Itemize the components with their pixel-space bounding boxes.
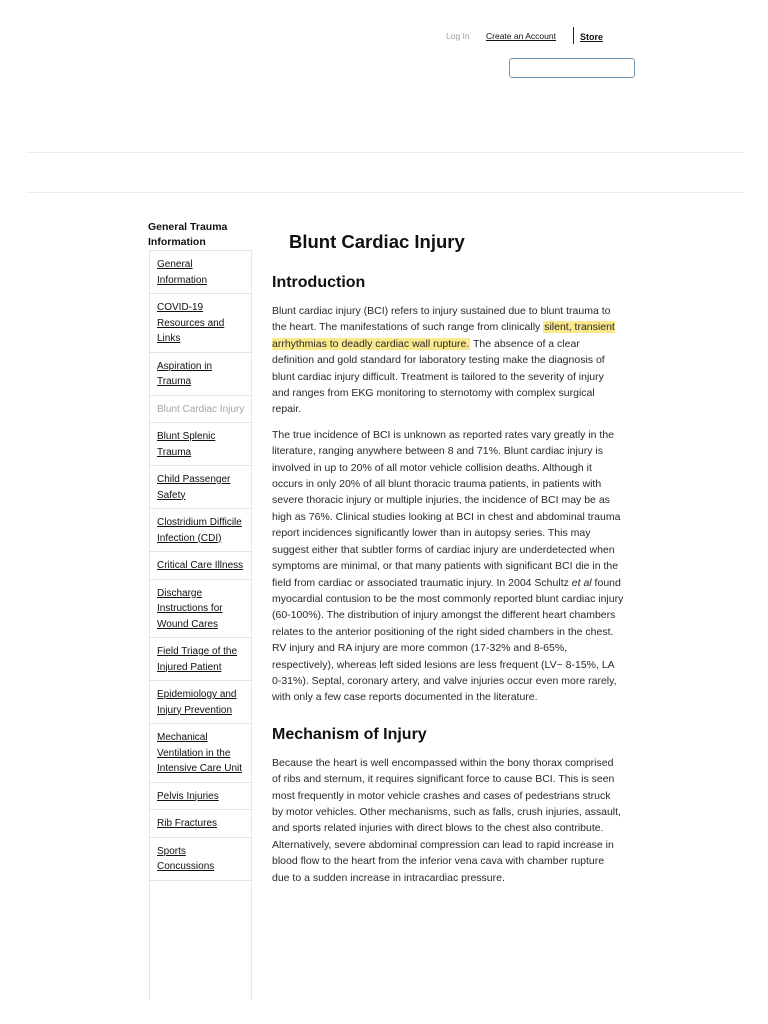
sidebar-item-aspiration (150, 352, 251, 396)
sidebar-title: General Trauma Information (148, 221, 228, 248)
section-heading-mechanism: Mechanism of Injury (272, 725, 427, 743)
sidebar-item-child-passenger-safety (150, 465, 251, 509)
nav-divider (573, 27, 574, 44)
sidebar-item-sports-concussions (150, 837, 251, 881)
header-divider (26, 152, 744, 153)
mechanism-paragraph-1: Because the heart is well encompassed within the bony thorax comprised of ribs and sternum, it requires significant force to cause BCI. This is seen most frequently in motor vehicle crashes and cases of pedestrians struck by motor vehicles. Other mechanisms, such as falls, crush injuries, assault, and sports related injuries with direct blows to the chest also contribute. Alternatively, severe abdominal compression can lead to rapid increase in blood flow to the heart from the inferior vena cava with chamber rupture due to a sudden increase in intracardiac pressure. (272, 756, 621, 884)
sidebar-link[interactable]: Field Triage of the Injured Patient (157, 646, 238, 673)
sidebar-item-critical-care-illness (150, 551, 251, 580)
sidebar-item-epidemiology (150, 680, 251, 724)
sidebar-link[interactable]: Pelvis Injuries (157, 790, 219, 802)
highlighted-text: silent, transient arrhythmias to deadly cardiac wall rupture. (272, 321, 615, 350)
sidebar-item-rib-fractures (150, 809, 251, 838)
header-divider-lower (26, 192, 744, 193)
store-link[interactable]: Store (580, 32, 604, 42)
sidebar-item-covid-19 (150, 293, 251, 353)
intro-paragraph-1 (272, 303, 624, 418)
sidebar-link-current[interactable]: Blunt Cardiac Injury (157, 403, 245, 415)
text-run: Blunt cardiac injury (BCI) refers to injury sustained due to blunt trauma to the heart. The manifestations of such range from clinically (272, 305, 611, 334)
sidebar-item-pelvis-injuries (150, 782, 251, 811)
sidebar-link[interactable]: General Information (157, 259, 208, 286)
create-account-link[interactable]: Create an Account (486, 31, 556, 41)
intro-paragraph-2 (272, 427, 624, 706)
text-run: The absence of a clear definition and gold standard for laboratory testing make the diagnosis of blunt cardiac injury difficult. Treatment is tailored to the severity of injury and ranges from EKG monitoring to sternotomy with complex surgical repair. (272, 337, 605, 416)
page-title: Blunt Cardiac Injury (289, 231, 465, 252)
top-navigation (0, 26, 768, 50)
sidebar-item-general-information (150, 250, 251, 294)
login-link[interactable]: Log In (446, 31, 470, 41)
search-input[interactable] (509, 58, 635, 78)
sidebar-link[interactable]: Rib Fractures (157, 818, 218, 829)
sidebar-nav (149, 250, 252, 1000)
sidebar-item-discharge-instructions (150, 579, 251, 639)
text-run: The true incidence of BCI is unknown as reported rates vary greatly in the literature, ranging anywhere between 8 and 71%. Blunt cardiac injury is involved in up to 20% of all motor vehicle collision deaths. Although it occurs in only 20% of all blunt thoracic trauma patients, in patients with severe thoracic injury or multiple injuries, the incidence of BCI may be as high as 76%. Clinical studies looking at BCI in chest and abdominal trauma report incidences significantly lower than in autopsy series. This may suggest either that subtler forms of cardiac injury are underdetected when symptoms are minimal, or that many patients with significant BCI die in the field from cardiac or associated traumatic injury. In 2004 Schultz (272, 428, 621, 589)
sidebar-link[interactable]: Discharge Instructions for Wound Cares (157, 587, 223, 630)
text-run: found myocardial contusion to be the most commonly reported blunt cardiac injury (60-100%). The distribution of injury amongst the different heart chambers relates to the anterior positioning of the right sided chambers in the chest. RV injury and RA injury are more common (17-32% and 8-65%, respectively), whereas left sided lesions are less frequent (LV~ 8-15%, LA 0-31%). Septal, coronary artery, and valve injuries occur even more rarely, with only a few case reports documented in the literature. (272, 576, 624, 704)
sidebar-link[interactable]: COVID-19 Resources and Links (157, 302, 225, 344)
sidebar-item-blunt-splenic-trauma (150, 422, 251, 466)
italic-text: et al (571, 576, 592, 589)
sidebar-link[interactable]: Mechanical Ventilation in the Intensive Care Unit (157, 732, 243, 774)
sidebar-link[interactable]: Aspiration in Trauma (157, 360, 213, 387)
sidebar-link[interactable]: Clostridium Difficile Infection (CDI) (157, 517, 242, 544)
sidebar-link[interactable]: Blunt Splenic Trauma (157, 431, 216, 458)
section-heading-introduction: Introduction (272, 274, 366, 291)
sidebar-link[interactable]: Child Passenger Safety (157, 474, 231, 501)
article-content (272, 228, 624, 886)
sidebar-link[interactable]: Epidemiology and Injury Prevention (157, 689, 237, 716)
sidebar-item-field-triage (150, 637, 251, 681)
sidebar-link[interactable]: Critical Care Illness (157, 560, 244, 571)
sidebar-item-blunt-cardiac-injury (150, 395, 251, 424)
sidebar-item-cdi (150, 508, 251, 552)
sidebar-link[interactable]: Sports Concussions (157, 845, 215, 872)
sidebar-item-mechanical-ventilation (150, 723, 251, 783)
